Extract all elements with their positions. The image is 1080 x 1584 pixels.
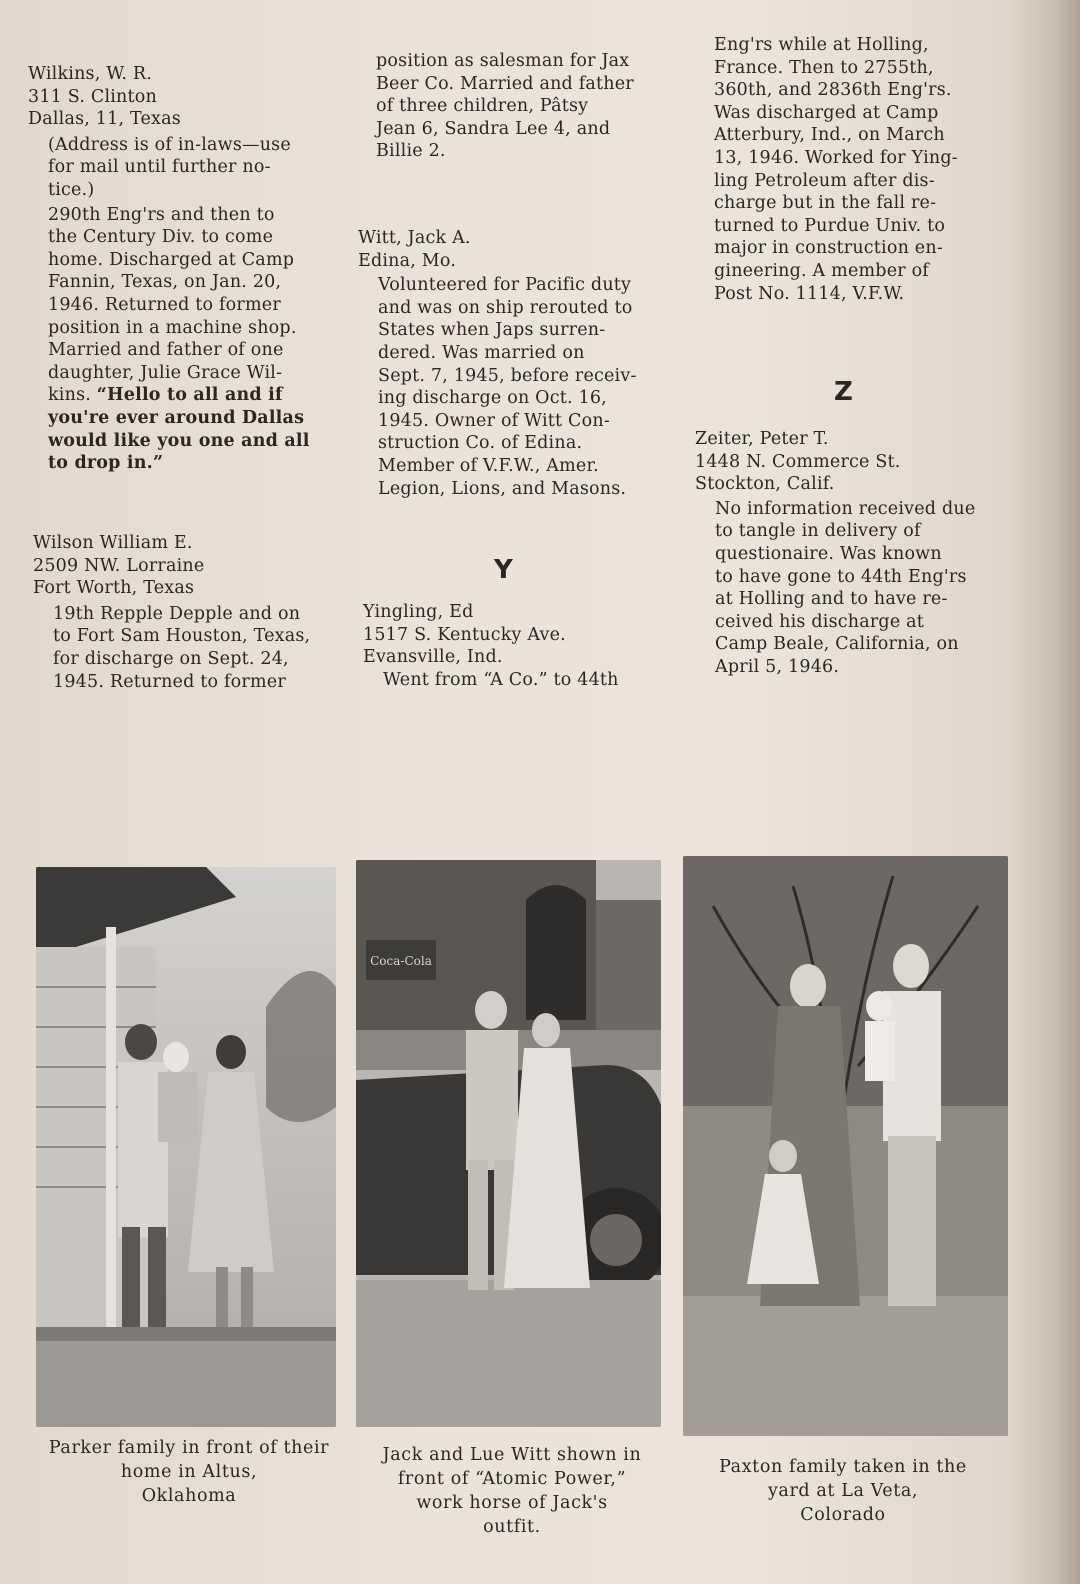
- body-line: Camp Beale, California, on: [715, 634, 959, 655]
- entry-wilkins: [28, 63, 318, 475]
- body-line: struction Co. of Edina.: [378, 433, 583, 454]
- body-line: Eng'rs while at Holling,: [714, 35, 929, 55]
- body-line: Billie 2.: [376, 141, 446, 162]
- body-line: to Fort Sam Houston, Texas,: [53, 626, 311, 647]
- body-line: 360th, and 2836th Eng'rs.: [714, 80, 952, 101]
- caption-line: Paxton family taken in the: [719, 1457, 967, 1477]
- body-line: 13, 1946. Worked for Ying-: [714, 147, 958, 168]
- body-text: kins.: [48, 385, 92, 406]
- body-line: questionaire. Was known: [715, 543, 942, 564]
- body-line: 19th Repple Depple and on: [53, 603, 301, 624]
- body-line: Went from “A Co.” to 44th: [383, 669, 619, 690]
- body-line: at Holling and to have re-: [715, 589, 948, 610]
- body-line: and was on ship rerouted to: [378, 297, 633, 318]
- body-line: Fannin, Texas, on Jan. 20,: [48, 272, 282, 293]
- entry-name: Wilkins, W. R.: [28, 64, 153, 84]
- caption-line: Parker family in front of their: [48, 1438, 330, 1458]
- entry-address-line: Dallas, 11, Texas: [28, 109, 181, 130]
- body-line: Legion, Lions, and Masons.: [378, 478, 627, 499]
- entry-witt: [358, 227, 658, 500]
- entry-name: Wilson William E.: [33, 533, 193, 553]
- entry-note: [28, 134, 318, 202]
- body-line: to tangle in delivery of: [715, 521, 921, 542]
- body-line: ling Petroleum after dis-: [714, 170, 935, 191]
- quote-line: to drop in.”: [48, 453, 164, 474]
- caption-line: Colorado: [800, 1505, 886, 1525]
- entry-body: [33, 603, 328, 693]
- entry-body: [358, 274, 658, 500]
- entry-address-line: Edina, Mo.: [358, 250, 457, 271]
- caption-line: Oklahoma: [141, 1486, 237, 1506]
- entry-yingling: [363, 601, 663, 691]
- body-line: for discharge on Sept. 24,: [53, 648, 289, 669]
- column-2-continued: [376, 50, 666, 163]
- entry-address-line: Evansville, Ind.: [363, 647, 503, 668]
- body-line: daughter, Julie Grace Wil-: [48, 362, 283, 383]
- body-line: charge but in the fall re-: [714, 193, 937, 214]
- paxton-photo-image: [683, 856, 1008, 1436]
- entry-address-line: Fort Worth, Texas: [33, 578, 195, 599]
- quote-text: “Hello to all and if: [96, 385, 283, 406]
- body-line: 1945. Owner of Witt Con-: [378, 410, 610, 431]
- body-line: 290th Eng'rs and then to: [48, 204, 275, 225]
- body-line: 1946. Returned to former: [48, 294, 281, 315]
- body-line: Was discharged at Camp: [714, 102, 939, 123]
- quote-line: you're ever around Dallas: [48, 407, 305, 428]
- body-line: France. Then to 2755th,: [714, 57, 934, 78]
- section-letter-y: Y: [494, 555, 513, 585]
- body-line: April 5, 1946.: [715, 656, 840, 677]
- entry-body: [695, 498, 1005, 679]
- column-3-continued: [714, 34, 1014, 305]
- caption-line: Jack and Lue Witt shown in: [382, 1445, 642, 1465]
- caption-parker: [30, 1436, 348, 1508]
- body-line: major in construction en-: [714, 238, 943, 259]
- body-line: ing discharge on Oct. 16,: [378, 388, 607, 409]
- quote-line: would like you one and all: [48, 430, 310, 451]
- body-line: 1945. Returned to former: [53, 671, 286, 692]
- section-letter-z: Z: [834, 377, 853, 407]
- entry-address-line: 311 S. Clinton: [28, 86, 157, 107]
- caption-paxton: [683, 1455, 1003, 1527]
- body-line: Atterbury, Ind., on March: [714, 125, 945, 146]
- photo-parker-family: [36, 867, 336, 1427]
- body-line: the Century Div. to come: [48, 227, 274, 248]
- body-line: Married and father of one: [48, 340, 284, 361]
- column-1: [28, 63, 318, 475]
- body-line: dered. Was married on: [378, 342, 585, 363]
- body-line: home. Discharged at Camp: [48, 249, 295, 270]
- entry-wilson: [33, 532, 328, 693]
- entry-body: [28, 204, 318, 475]
- note-line: (Address is of in-laws—use: [48, 134, 291, 155]
- coca-cola-sign: Coca-Cola: [370, 954, 432, 968]
- entry-zeiter: [695, 428, 1005, 679]
- photo-paxton-family: [683, 856, 1008, 1436]
- entry-name: Witt, Jack A.: [358, 228, 471, 248]
- body-line: ceived his discharge at: [715, 611, 925, 632]
- witt-photo-image: [356, 860, 661, 1427]
- body-line: to have gone to 44th Eng'rs: [715, 566, 967, 587]
- caption-line: work horse of Jack's: [416, 1493, 608, 1513]
- parker-photo-image: [36, 867, 336, 1427]
- page-edge-shadow: [1010, 0, 1080, 1584]
- caption-witt: [352, 1443, 672, 1539]
- photo-witt-couple: [356, 860, 661, 1427]
- caption-line: front of “Atomic Power,”: [397, 1469, 627, 1489]
- caption-line: outfit.: [483, 1517, 541, 1537]
- body-line: position as salesman for Jax: [376, 51, 630, 71]
- caption-line: yard at La Veta,: [767, 1481, 919, 1501]
- body-line: Jean 6, Sandra Lee 4, and: [376, 118, 611, 139]
- body-line: gineering. A member of: [714, 260, 929, 281]
- entry-address-line: 1448 N. Commerce St.: [695, 451, 901, 472]
- entry-address-line: Stockton, Calif.: [695, 474, 835, 495]
- body-line: States when Japs surren-: [378, 320, 606, 341]
- body-line: Post No. 1114, V.F.W.: [714, 283, 905, 304]
- entry-address-line: 2509 NW. Lorraine: [33, 555, 205, 576]
- body-line: of three children, Pâtsy: [376, 96, 589, 117]
- body-line: Member of V.F.W., Amer.: [378, 455, 599, 476]
- caption-line: home in Altus,: [120, 1462, 258, 1482]
- body-line: Beer Co. Married and father: [376, 73, 634, 94]
- body-line-mixed: [48, 384, 318, 407]
- entry-body: [363, 669, 663, 692]
- note-line: tice.): [48, 179, 95, 200]
- entry-address-line: 1517 S. Kentucky Ave.: [363, 624, 566, 645]
- body-line: position in a machine shop.: [48, 317, 297, 338]
- body-line: Volunteered for Pacific duty: [378, 275, 632, 296]
- entry-name: Yingling, Ed: [363, 602, 474, 622]
- note-line: for mail until further no-: [48, 157, 271, 178]
- body-line: No information received due: [715, 498, 976, 519]
- entry-name: Zeiter, Peter T.: [695, 429, 829, 449]
- body-line: Sept. 7, 1945, before receiv-: [378, 365, 637, 386]
- body-line: turned to Purdue Univ. to: [714, 215, 946, 236]
